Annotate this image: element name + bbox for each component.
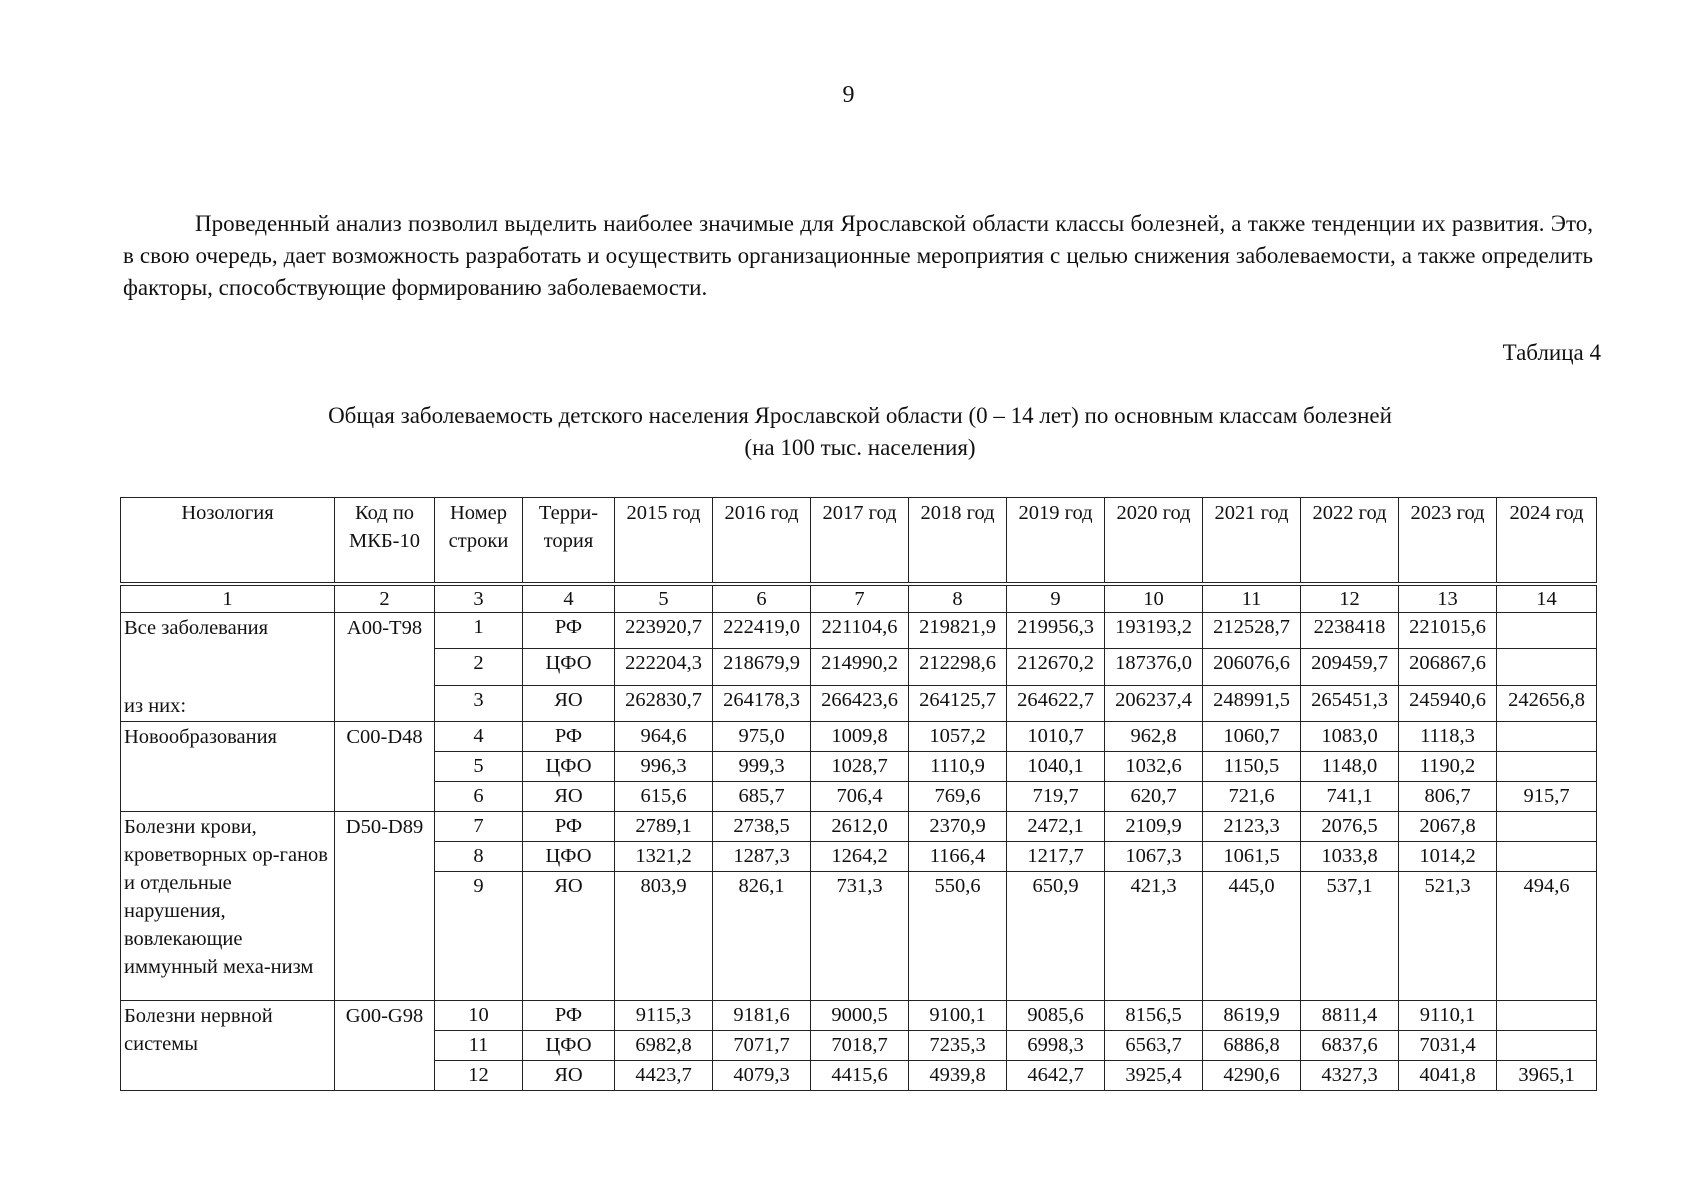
column-number: 2 — [335, 584, 435, 613]
column-header: 2023 год — [1399, 498, 1497, 585]
intro-paragraph: Проведенный анализ позволил выделить наиболее значимые для Ярославской области классы болезней, а также тенденции их развития. Это, в свою очередь, дает возможность разработать и осуществить организационные мероприятия с целью снижения заболеваемости, а также определить факторы, способствующие формированию заболеваемости. — [123, 211, 1593, 300]
column-header: 2022 год — [1301, 498, 1399, 585]
value-cell — [1497, 722, 1597, 752]
value-cell: 4041,8 — [1399, 1061, 1497, 1091]
value-cell: 2109,9 — [1105, 812, 1203, 842]
value-cell: 4642,7 — [1007, 1061, 1105, 1091]
table-row — [121, 613, 1597, 649]
nosology-name: Все заболевания — [124, 617, 269, 639]
value-cell: 6837,6 — [1301, 1031, 1399, 1061]
table-title — [120, 400, 1600, 464]
morbidity-table — [120, 497, 1597, 1091]
value-cell — [1497, 812, 1597, 842]
value-cell: 1010,7 — [1007, 722, 1105, 752]
value-cell: 4415,6 — [811, 1061, 909, 1091]
value-cell: 4290,6 — [1203, 1061, 1301, 1091]
value-cell: 214990,2 — [811, 649, 909, 685]
territory-cell: ЯО — [523, 782, 615, 812]
icd-code-cell: C00-D48 — [335, 722, 435, 812]
value-cell: 8156,5 — [1105, 1001, 1203, 1031]
value-cell: 9100,1 — [909, 1001, 1007, 1031]
value-cell: 1033,8 — [1301, 842, 1399, 872]
value-cell: 1118,3 — [1399, 722, 1497, 752]
value-cell: 731,3 — [811, 872, 909, 1001]
icd-code-cell: D50-D89 — [335, 812, 435, 1001]
value-cell: 1060,7 — [1203, 722, 1301, 752]
value-cell: 264178,3 — [713, 685, 811, 721]
nosology-name: Новообразования — [124, 726, 277, 748]
value-cell — [1497, 649, 1597, 685]
value-cell: 620,7 — [1105, 782, 1203, 812]
column-number: 4 — [523, 584, 615, 613]
value-cell: 219821,9 — [909, 613, 1007, 649]
value-cell: 741,1 — [1301, 782, 1399, 812]
value-cell: 550,6 — [909, 872, 1007, 1001]
row-number-cell: 3 — [435, 685, 523, 721]
value-cell: 2067,8 — [1399, 812, 1497, 842]
value-cell: 2738,5 — [713, 812, 811, 842]
row-number-cell: 1 — [435, 613, 523, 649]
nosology-cell — [121, 1001, 335, 1091]
value-cell: 769,6 — [909, 782, 1007, 812]
value-cell: 537,1 — [1301, 872, 1399, 1001]
value-cell: 1264,2 — [811, 842, 909, 872]
column-header: 2016 год — [713, 498, 811, 585]
column-header: Нозология — [121, 498, 335, 585]
value-cell: 1083,0 — [1301, 722, 1399, 752]
value-cell: 2472,1 — [1007, 812, 1105, 842]
value-cell: 223920,7 — [615, 613, 713, 649]
value-cell: 221015,6 — [1399, 613, 1497, 649]
value-cell: 9000,5 — [811, 1001, 909, 1031]
column-header: 2019 год — [1007, 498, 1105, 585]
column-number: 9 — [1007, 584, 1105, 613]
table-title-line1: Общая заболеваемость детского населения Ярославской области (0 – 14 лет) по основным классам болезней — [328, 403, 1392, 428]
value-cell: 650,9 — [1007, 872, 1105, 1001]
value-cell: 6886,8 — [1203, 1031, 1301, 1061]
row-number-cell: 7 — [435, 812, 523, 842]
column-number: 1 — [121, 584, 335, 613]
value-cell: 9085,6 — [1007, 1001, 1105, 1031]
column-header: 2018 год — [909, 498, 1007, 585]
value-cell: 218679,9 — [713, 649, 811, 685]
nosology-cell — [121, 613, 335, 722]
value-cell: 7018,7 — [811, 1031, 909, 1061]
value-cell: 2789,1 — [615, 812, 713, 842]
row-number-cell: 9 — [435, 872, 523, 1001]
column-header: Код по МКБ-10 — [335, 498, 435, 585]
value-cell: 615,6 — [615, 782, 713, 812]
icd-code-cell: A00-T98 — [335, 613, 435, 722]
territory-cell: ЦФО — [523, 1031, 615, 1061]
value-cell: 721,6 — [1203, 782, 1301, 812]
table-title-line2: (на 100 тыс. населения) — [744, 435, 976, 460]
value-cell: 521,3 — [1399, 872, 1497, 1001]
column-header: 2024 год — [1497, 498, 1597, 585]
value-cell: 4423,7 — [615, 1061, 713, 1091]
value-cell — [1497, 842, 1597, 872]
territory-cell: ЯО — [523, 685, 615, 721]
value-cell: 9115,3 — [615, 1001, 713, 1031]
value-cell: 1028,7 — [811, 752, 909, 782]
value-cell: 262830,7 — [615, 685, 713, 721]
territory-cell: РФ — [523, 722, 615, 752]
value-cell: 2370,9 — [909, 812, 1007, 842]
value-cell: 193193,2 — [1105, 613, 1203, 649]
value-cell: 4939,8 — [909, 1061, 1007, 1091]
value-cell — [1497, 752, 1597, 782]
table-row — [121, 1001, 1597, 1031]
row-number-cell: 5 — [435, 752, 523, 782]
column-header: 2021 год — [1203, 498, 1301, 585]
territory-cell: РФ — [523, 1001, 615, 1031]
value-cell: 685,7 — [713, 782, 811, 812]
value-cell: 1110,9 — [909, 752, 1007, 782]
value-cell: 206867,6 — [1399, 649, 1497, 685]
column-header: Терри-тория — [523, 498, 615, 585]
value-cell — [1497, 1031, 1597, 1061]
nosology-cell — [121, 722, 335, 812]
territory-cell: ЯО — [523, 1061, 615, 1091]
value-cell — [1497, 613, 1597, 649]
value-cell: 266423,6 — [811, 685, 909, 721]
column-header: Номер строки — [435, 498, 523, 585]
value-cell: 219956,3 — [1007, 613, 1105, 649]
value-cell: 1067,3 — [1105, 842, 1203, 872]
header-row — [121, 498, 1597, 585]
row-number-cell: 4 — [435, 722, 523, 752]
value-cell: 4079,3 — [713, 1061, 811, 1091]
nosology-name: Болезни нервной системы — [124, 1005, 273, 1055]
column-number: 11 — [1203, 584, 1301, 613]
value-cell — [1497, 1001, 1597, 1031]
column-number: 14 — [1497, 584, 1597, 613]
value-cell: 975,0 — [713, 722, 811, 752]
value-cell: 209459,7 — [1301, 649, 1399, 685]
value-cell: 264622,7 — [1007, 685, 1105, 721]
value-cell: 1287,3 — [713, 842, 811, 872]
value-cell: 8811,4 — [1301, 1001, 1399, 1031]
value-cell: 2238418 — [1301, 613, 1399, 649]
row-number-cell: 2 — [435, 649, 523, 685]
value-cell: 1166,4 — [909, 842, 1007, 872]
value-cell: 6998,3 — [1007, 1031, 1105, 1061]
value-cell: 494,6 — [1497, 872, 1597, 1001]
column-number: 8 — [909, 584, 1007, 613]
nosology-cell — [121, 812, 335, 1001]
territory-cell: РФ — [523, 613, 615, 649]
value-cell: 915,7 — [1497, 782, 1597, 812]
column-number: 6 — [713, 584, 811, 613]
value-cell: 222204,3 — [615, 649, 713, 685]
value-cell: 1040,1 — [1007, 752, 1105, 782]
value-cell: 1057,2 — [909, 722, 1007, 752]
territory-cell: ЦФО — [523, 842, 615, 872]
column-number-row — [121, 584, 1597, 613]
column-number: 7 — [811, 584, 909, 613]
value-cell: 1190,2 — [1399, 752, 1497, 782]
value-cell: 1061,5 — [1203, 842, 1301, 872]
value-cell: 806,7 — [1399, 782, 1497, 812]
territory-cell: ЦФО — [523, 752, 615, 782]
value-cell: 2123,3 — [1203, 812, 1301, 842]
value-cell: 242656,8 — [1497, 685, 1597, 721]
value-cell: 7235,3 — [909, 1031, 1007, 1061]
row-number-cell: 6 — [435, 782, 523, 812]
value-cell: 1014,2 — [1399, 842, 1497, 872]
value-cell: 1148,0 — [1301, 752, 1399, 782]
column-number: 12 — [1301, 584, 1399, 613]
value-cell: 7031,4 — [1399, 1031, 1497, 1061]
value-cell: 445,0 — [1203, 872, 1301, 1001]
column-number: 13 — [1399, 584, 1497, 613]
value-cell: 187376,0 — [1105, 649, 1203, 685]
value-cell: 212670,2 — [1007, 649, 1105, 685]
value-cell: 264125,7 — [909, 685, 1007, 721]
table-row — [121, 812, 1597, 842]
column-number: 3 — [435, 584, 523, 613]
nosology-name: Болезни крови, кроветворных ор-ганов и отдельные нарушения, вовлекающие иммунный меха-низм — [124, 816, 328, 978]
value-cell: 2612,0 — [811, 812, 909, 842]
value-cell: 7071,7 — [713, 1031, 811, 1061]
value-cell: 6563,7 — [1105, 1031, 1203, 1061]
row-number-cell: 12 — [435, 1061, 523, 1091]
value-cell: 719,7 — [1007, 782, 1105, 812]
value-cell: 1150,5 — [1203, 752, 1301, 782]
column-number: 5 — [615, 584, 713, 613]
icd-code-cell: G00-G98 — [335, 1001, 435, 1091]
value-cell: 2076,5 — [1301, 812, 1399, 842]
value-cell: 421,3 — [1105, 872, 1203, 1001]
column-number: 10 — [1105, 584, 1203, 613]
value-cell: 1321,2 — [615, 842, 713, 872]
value-cell: 3965,1 — [1497, 1061, 1597, 1091]
value-cell: 4327,3 — [1301, 1061, 1399, 1091]
value-cell: 1032,6 — [1105, 752, 1203, 782]
value-cell: 706,4 — [811, 782, 909, 812]
value-cell: 1009,8 — [811, 722, 909, 752]
territory-cell: ЯО — [523, 872, 615, 1001]
value-cell: 996,3 — [615, 752, 713, 782]
row-number-cell: 8 — [435, 842, 523, 872]
column-header: 2020 год — [1105, 498, 1203, 585]
value-cell: 8619,9 — [1203, 1001, 1301, 1031]
value-cell: 6982,8 — [615, 1031, 713, 1061]
nosology-subtext: из них: — [124, 695, 187, 717]
row-number-cell: 10 — [435, 1001, 523, 1031]
page-number: 9 — [842, 82, 855, 108]
value-cell: 964,6 — [615, 722, 713, 752]
value-cell: 248991,5 — [1203, 685, 1301, 721]
territory-cell: РФ — [523, 812, 615, 842]
value-cell: 826,1 — [713, 872, 811, 1001]
value-cell: 999,3 — [713, 752, 811, 782]
value-cell: 265451,3 — [1301, 685, 1399, 721]
value-cell: 962,8 — [1105, 722, 1203, 752]
column-header: 2017 год — [811, 498, 909, 585]
territory-cell: ЦФО — [523, 649, 615, 685]
value-cell: 212528,7 — [1203, 613, 1301, 649]
value-cell: 9181,6 — [713, 1001, 811, 1031]
row-number-cell: 11 — [435, 1031, 523, 1061]
table-row — [121, 722, 1597, 752]
value-cell: 206237,4 — [1105, 685, 1203, 721]
value-cell: 803,9 — [615, 872, 713, 1001]
value-cell: 212298,6 — [909, 649, 1007, 685]
value-cell: 222419,0 — [713, 613, 811, 649]
value-cell: 9110,1 — [1399, 1001, 1497, 1031]
value-cell: 206076,6 — [1203, 649, 1301, 685]
table-number: Таблица 4 — [1502, 340, 1601, 365]
value-cell: 1217,7 — [1007, 842, 1105, 872]
value-cell: 245940,6 — [1399, 685, 1497, 721]
value-cell: 221104,6 — [811, 613, 909, 649]
column-header: 2015 год — [615, 498, 713, 585]
value-cell: 3925,4 — [1105, 1061, 1203, 1091]
